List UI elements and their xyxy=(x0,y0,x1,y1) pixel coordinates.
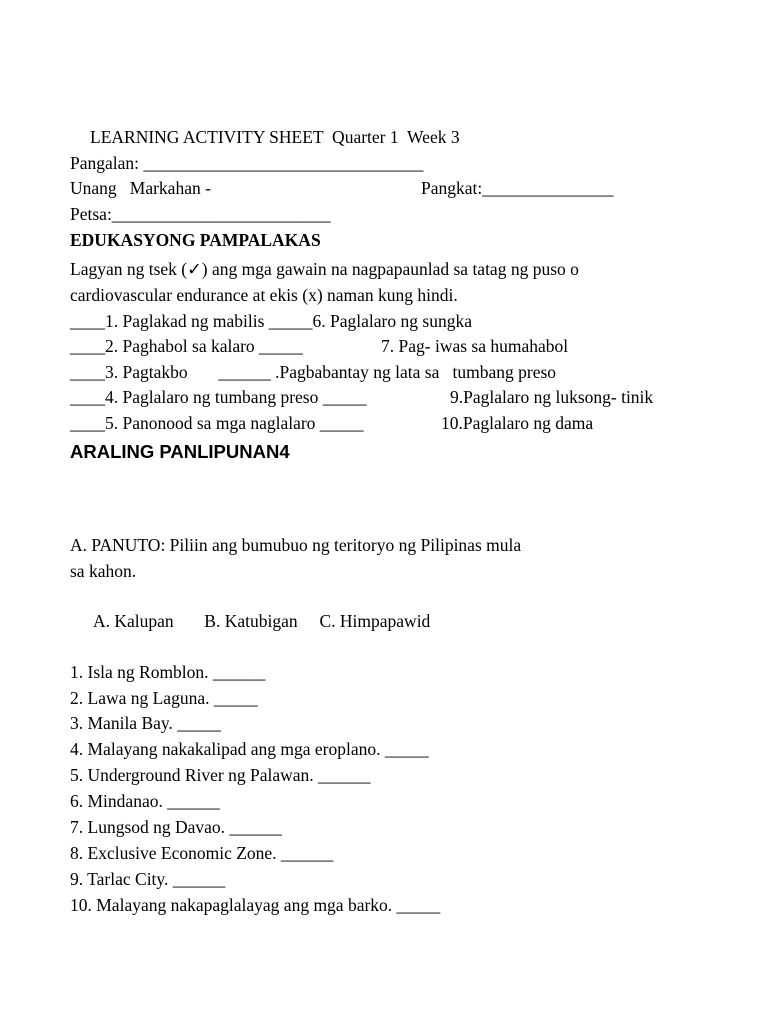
question-item: 7. Lungsod ng Davao. ______ xyxy=(70,817,282,837)
pangalan-field: Pangalan: ________________________________ xyxy=(70,153,424,173)
question-item: 4. Malayang nakakalipad ang mga eroplano. _____ xyxy=(70,739,429,759)
checklist-row: ____5. Panonood sa mga naglalaro _____ xyxy=(70,413,364,433)
markahan-label: Unang Markahan - xyxy=(70,178,211,198)
question-item: 2. Lawa ng Laguna. _____ xyxy=(70,688,258,708)
section-title-epp: EDUKASYONG PAMPALAKAS xyxy=(70,230,321,250)
question-item: 6. Mindanao. ______ xyxy=(70,791,220,811)
question-item: 5. Underground River ng Palawan. ______ xyxy=(70,765,371,785)
checklist-row-right: 7. Pag- iwas sa humahabol xyxy=(381,336,569,356)
question-item: 1. Isla ng Romblon. ______ xyxy=(70,662,266,682)
question-item: 8. Exclusive Economic Zone. ______ xyxy=(70,843,334,863)
instruction-line-1: Lagyan ng tsek (✓) ang mga gawain na nagpapaunlad sa tatag ng puso o xyxy=(70,259,579,279)
checklist-row-right: 10.Paglalaro ng dama xyxy=(441,413,594,433)
sheet-title: LEARNING ACTIVITY SHEET Quarter 1 Week 3 xyxy=(90,127,460,147)
checklist-row-right: 9.Paglalaro ng luksong- tinik xyxy=(450,387,654,407)
choices-box: A. Kalupan B. Katubigan C. Himpapawid xyxy=(93,611,431,631)
checklist-row: ____2. Paghabol sa kalaro _____ xyxy=(70,336,303,356)
checklist-row: ____4. Paglalaro ng tumbang preso _____ xyxy=(70,387,367,407)
question-item: 10. Malayang nakapaglalayag ang mga barko. _____ xyxy=(70,895,441,915)
panuto-line-1: A. PANUTO: Piliin ang bumubuo ng teritoryo ng Pilipinas mula xyxy=(70,535,522,555)
petsa-field: Petsa:_________________________ xyxy=(70,204,331,224)
panuto-line-2: sa kahon. xyxy=(70,561,137,581)
question-item: 9. Tarlac City. ______ xyxy=(70,869,226,889)
pangkat-field: Pangkat:_______________ xyxy=(421,178,614,198)
instruction-line-2: cardiovascular endurance at ekis (x) naman kung hindi. xyxy=(70,285,458,305)
checklist-row: ____3. Pagtakbo ______ .Pagbabantay ng lata sa tumbang preso xyxy=(70,362,557,382)
section-title-ap: ARALING PANLIPUNAN4 xyxy=(70,441,290,462)
question-item: 3. Manila Bay. _____ xyxy=(70,713,221,733)
checklist-row: ____1. Paglakad ng mabilis _____6. Paglalaro ng sungka xyxy=(70,311,472,331)
